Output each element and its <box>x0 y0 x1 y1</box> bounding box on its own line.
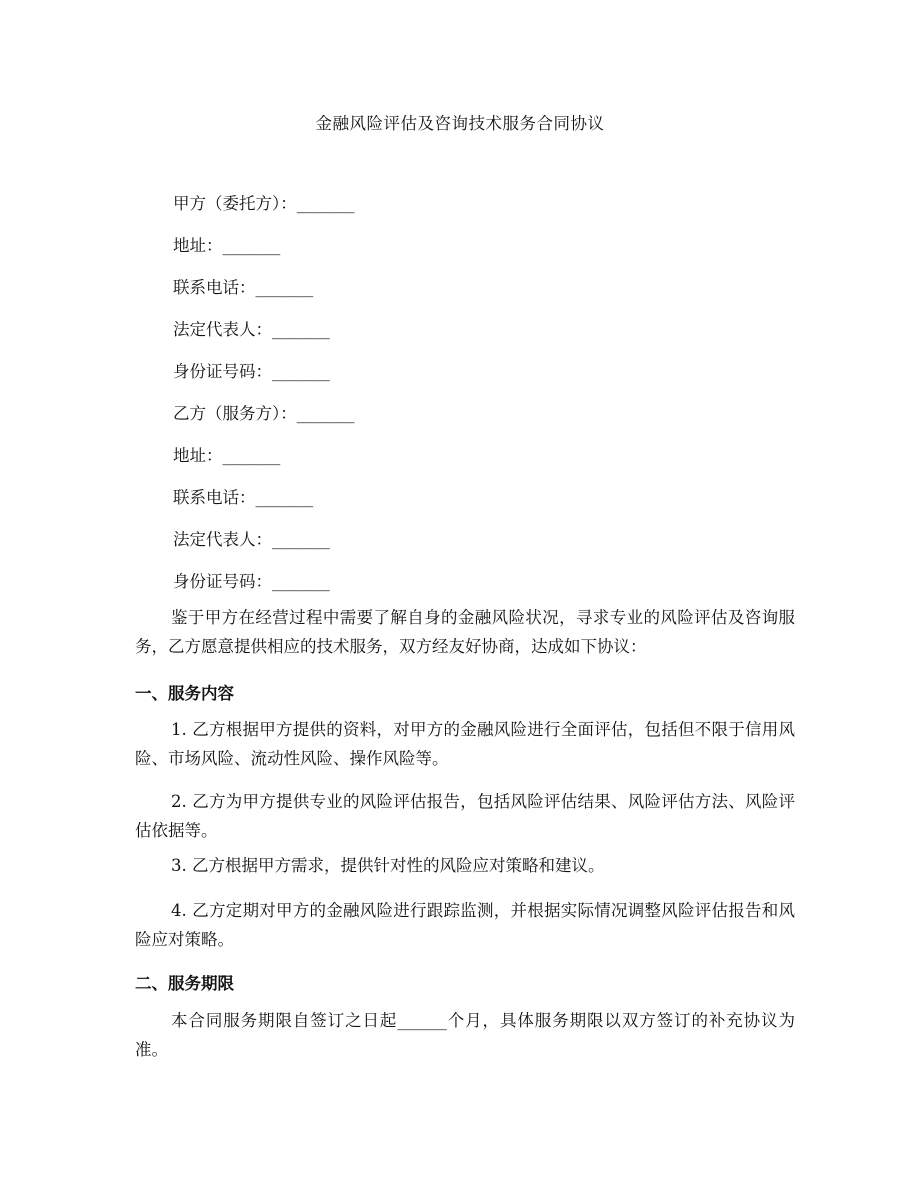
section-heading-service-term: 二、服务期限 <box>135 974 234 993</box>
party-a-name-field: 甲方（委托方）：_______ <box>173 194 355 213</box>
party-a-address-field: 地址：_______ <box>173 236 281 255</box>
document-title: 金融风险评估及咨询技术服务合同协议 <box>315 114 605 133</box>
preamble-paragraph: 鉴于甲方在经营过程中需要了解自身的金融风险状况，寻求专业的风险评估及咨询服务，乙方愿意提供相应的技术服务，双方经友好协商，达成如下协议： <box>135 608 795 656</box>
clause-paragraph: 1. 乙方根据甲方提供的资料，对甲方的金融风险进行全面评估，包括但不限于信用风险、市场风险、流动性风险、操作风险等。 <box>135 720 795 768</box>
party-a-legal-rep-field: 法定代表人：_______ <box>173 320 330 339</box>
party-b-id-number-field: 身份证号码：_______ <box>173 572 330 591</box>
clause-paragraph: 4. 乙方定期对甲方的金融风险进行跟踪监测，并根据实际情况调整风险评估报告和风险应对策略。 <box>135 901 795 949</box>
clause-paragraph: 2. 乙方为甲方提供专业的风险评估报告，包括风险评估结果、风险评估方法、风险评估依据等。 <box>135 792 795 840</box>
party-b-phone-field: 联系电话：_______ <box>173 488 314 507</box>
party-b-name-field: 乙方（服务方）：_______ <box>173 404 355 423</box>
section-heading-service-content: 一、服务内容 <box>135 684 234 703</box>
party-a-phone-field: 联系电话：_______ <box>173 278 314 297</box>
party-b-address-field: 地址：_______ <box>173 446 281 465</box>
clause-paragraph: 本合同服务期限自签订之日起______个月，具体服务期限以双方签订的补充协议为准。 <box>135 1011 795 1059</box>
clause-paragraph: 3. 乙方根据甲方需求，提供针对性的风险应对策略和建议。 <box>171 856 605 875</box>
party-b-legal-rep-field: 法定代表人：_______ <box>173 530 330 549</box>
party-a-id-number-field: 身份证号码：_______ <box>173 362 330 381</box>
